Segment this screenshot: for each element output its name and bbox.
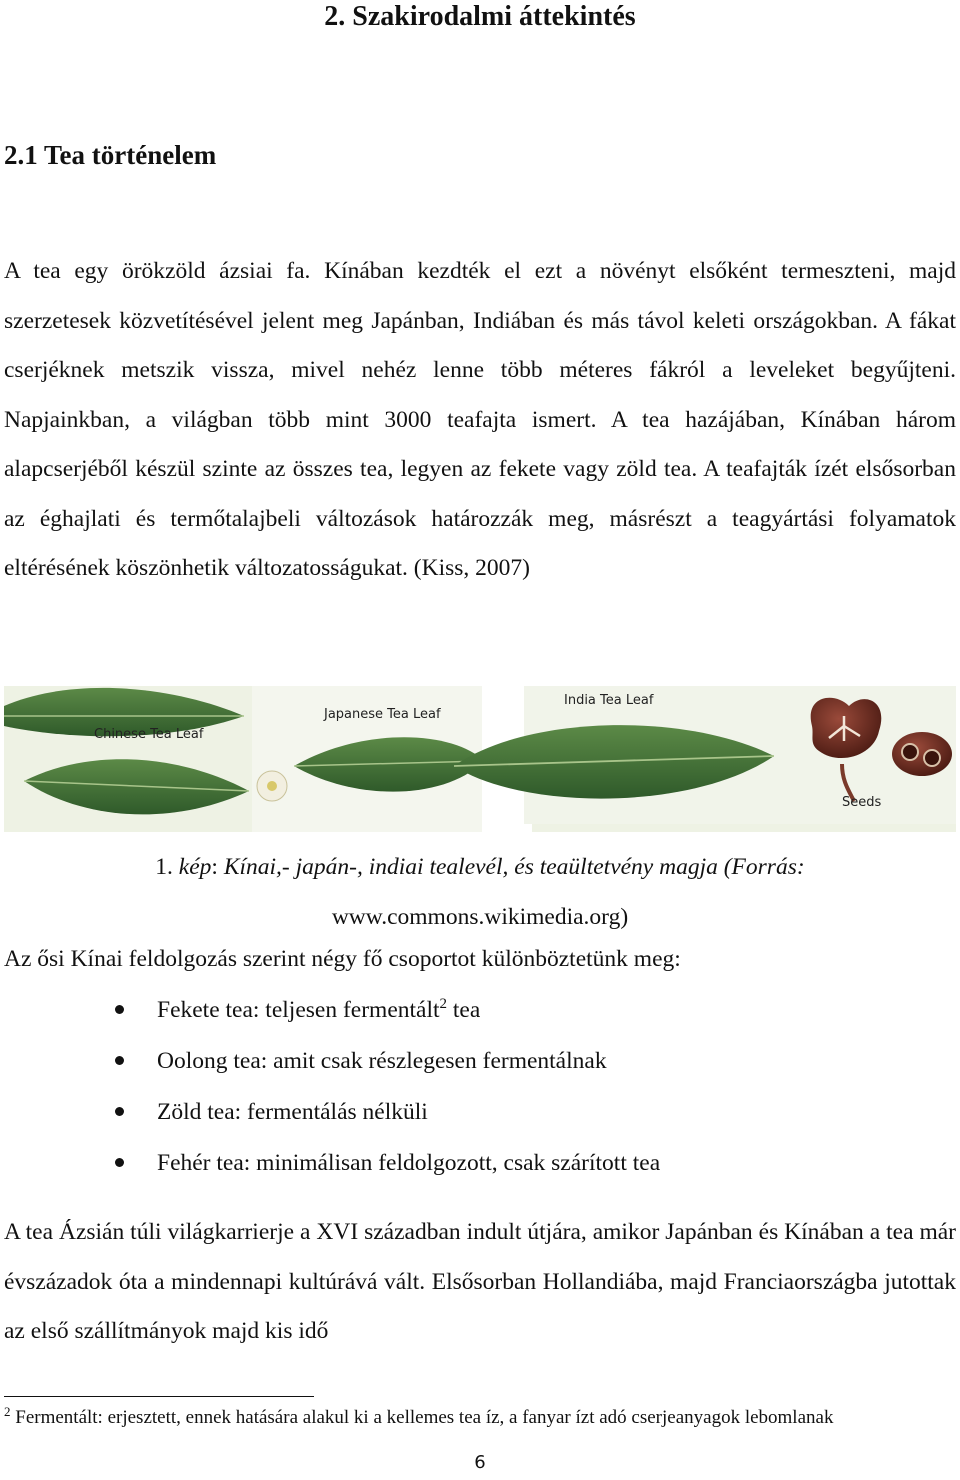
footnote [4,1406,833,1430]
list-item [0,1038,960,1089]
figure-caption [0,842,960,942]
bullet-icon [115,1005,124,1014]
list-item-text: Fehér tea: minimálisan feldolgozott, csak szárított tea [157,1150,661,1176]
list-item [0,987,960,1038]
list-item [0,1140,960,1191]
bullet-icon [115,1158,124,1167]
tea-leaf-figure [4,686,956,832]
list-item [0,1089,960,1140]
chinese-leaf-label: Chinese Tea Leaf [94,727,204,742]
tea-leaf-illustration [4,686,956,832]
bullet-icon [115,1107,124,1116]
caption-source: www.commons.wikimedia.org) [331,904,629,930]
groups-intro: Az ősi Kínai feldolgozás szerint négy fő csoportot különböztetünk meg: [4,946,681,972]
page-number: 6 [474,1452,486,1473]
caption-colon: : [211,854,224,880]
history-paragraph: A tea Ázsián túli világkarrierje a XVI században indult útjára, amikor Japánban és Kínában a tea már évszázadok óta a mindennapi kultúrává vált. Elsősorban Hollandiába, majd Franciaországba jutottak az első szállítmányok majd kis idő [4,1219,956,1344]
seeds-label: Seeds [842,795,882,810]
footnote-divider [4,1396,314,1397]
list-item-text: Oolong tea: amit csak részlegesen fermentálnak [157,1048,607,1074]
bullet-icon [115,1056,124,1065]
footnote-text: Fermentált: erjesztett, ennek hatására alakul ki a kellemes tea íz, a fanyar ízt adó cserjeanyagok lebomlanak [10,1407,834,1428]
chapter-heading: 2. Szakirodalmi áttekintés [324,1,636,32]
tea-types-list [0,987,960,1191]
caption-number: 1. [155,854,179,880]
caption-text: Kínai,- japán-, indiai tealevél, és teaültetvény magja (Forrás: [223,854,805,880]
seed-open [892,732,952,776]
india-leaf-label: India Tea Leaf [564,693,654,708]
caption-kep: kép [178,854,212,880]
footnote-ref[interactable]: 2 [439,996,448,1012]
list-item-text: Fekete tea: teljesen fermentált [157,997,440,1023]
section-heading: 2.1 Tea történelem [4,140,217,170]
list-item-text: Zöld tea: fermentálás nélküli [157,1099,428,1125]
japanese-leaf-label: Japanese Tea Leaf [324,707,441,722]
intro-paragraph: A tea egy örökzöld ázsiai fa. Kínában kezdték el ezt a növényt elsőként termeszteni, majd szerzetesek közvetítésével jelent meg Japánban, Indiában és más távol keleti országokban. A fákat cserjéknek metszik vissza, mivel nehéz lenne több méteres fákról a leveleket begyűjteni. Napjainkban, a világban több mint 3000 teafajta ismert. A tea hazájában, Kínában három alapcserjéből készül szinte az összes tea, legyen az fekete vagy zöld tea. A teafajták ízét elsősorban az éghajlati és termőtalajbeli változások határozzák meg, másrészt a teagyártási folyamatok eltérésének köszönhetik változatosságukat. (Kiss, 2007) [4,258,956,581]
footnote-mark: 2 [4,1404,11,1419]
list-item-text-tail: tea [447,997,481,1023]
